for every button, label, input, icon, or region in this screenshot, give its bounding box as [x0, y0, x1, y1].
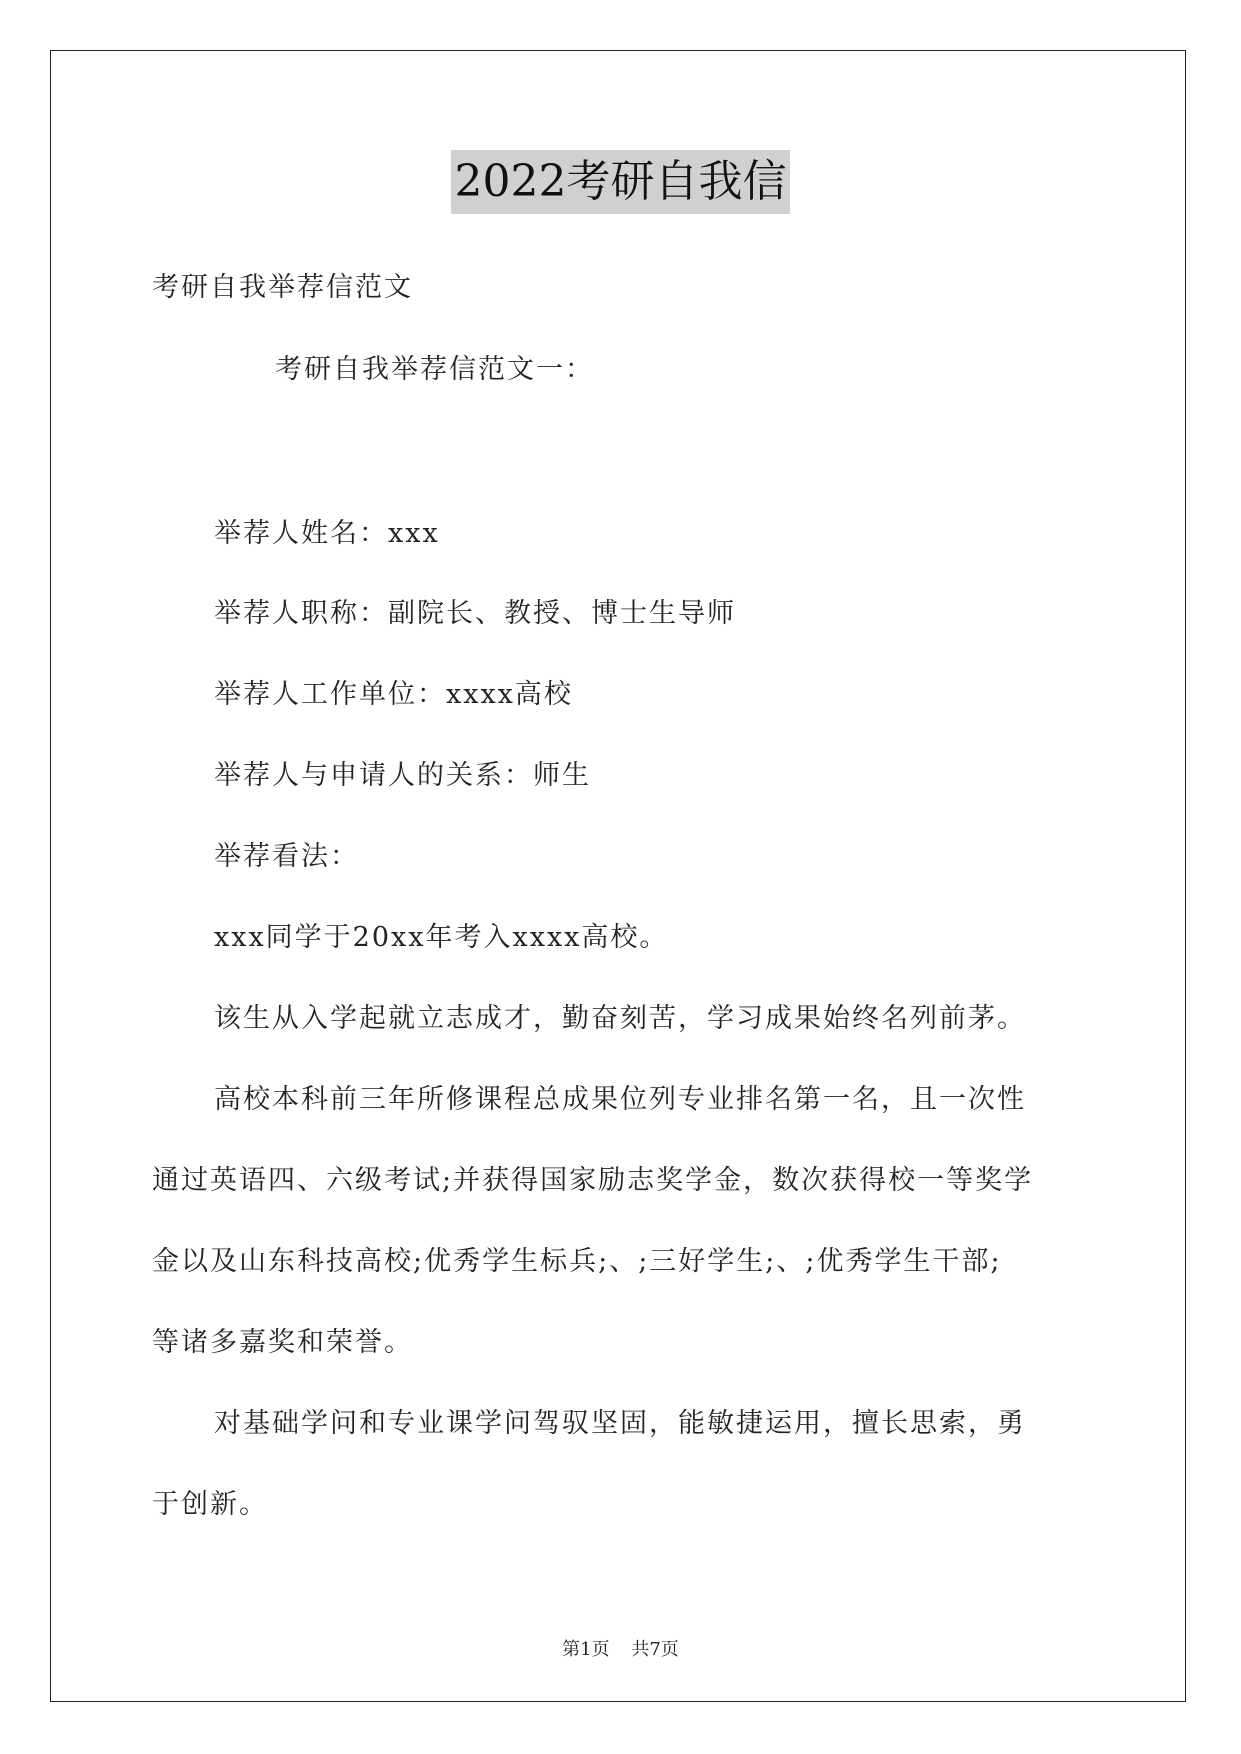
page-number: 第1页 [562, 1639, 610, 1660]
text-line: 举荐人与申请人的关系：师生 [214, 760, 591, 791]
text-line: 于创新。 [152, 1489, 268, 1520]
page-footer [0, 1635, 1241, 1661]
title-wrap [0, 150, 1241, 214]
page-total: 共7页 [631, 1639, 679, 1660]
text-line: 等诸多嘉奖和荣誉。 [152, 1327, 413, 1358]
text-line: 举荐看法： [214, 841, 359, 872]
text-line: 举荐人姓名：xxx [214, 518, 440, 549]
document-title: 2022考研自我信 [451, 150, 791, 214]
text-line: 考研自我举荐信范文 [152, 272, 413, 303]
text-line: 高校本科前三年所修课程总成果位列专业排名第一名，且一次性 [214, 1084, 1026, 1115]
text-line: 考研自我举荐信范文一： [275, 354, 594, 385]
text-line: 对基础学问和专业课学问驾驭坚固，能敏捷运用，擅长思索，勇 [214, 1408, 1026, 1439]
text-line: 该生从入学起就立志成才，勤奋刻苦，学习成果始终名列前茅。 [214, 1003, 1026, 1034]
text-line: 举荐人工作单位：xxxx高校 [214, 679, 573, 710]
text-line: 金以及山东科技高校;优秀学生标兵;、;三好学生;、;优秀学生干部; [152, 1246, 1002, 1277]
text-line: xxx同学于20xx年考入xxxx高校。 [214, 922, 669, 953]
text-line: 通过英语四、六级考试;并获得国家励志奖学金，数次获得校一等奖学 [152, 1165, 1034, 1196]
text-line: 举荐人职称：副院长、教授、博士生导师 [214, 598, 736, 629]
